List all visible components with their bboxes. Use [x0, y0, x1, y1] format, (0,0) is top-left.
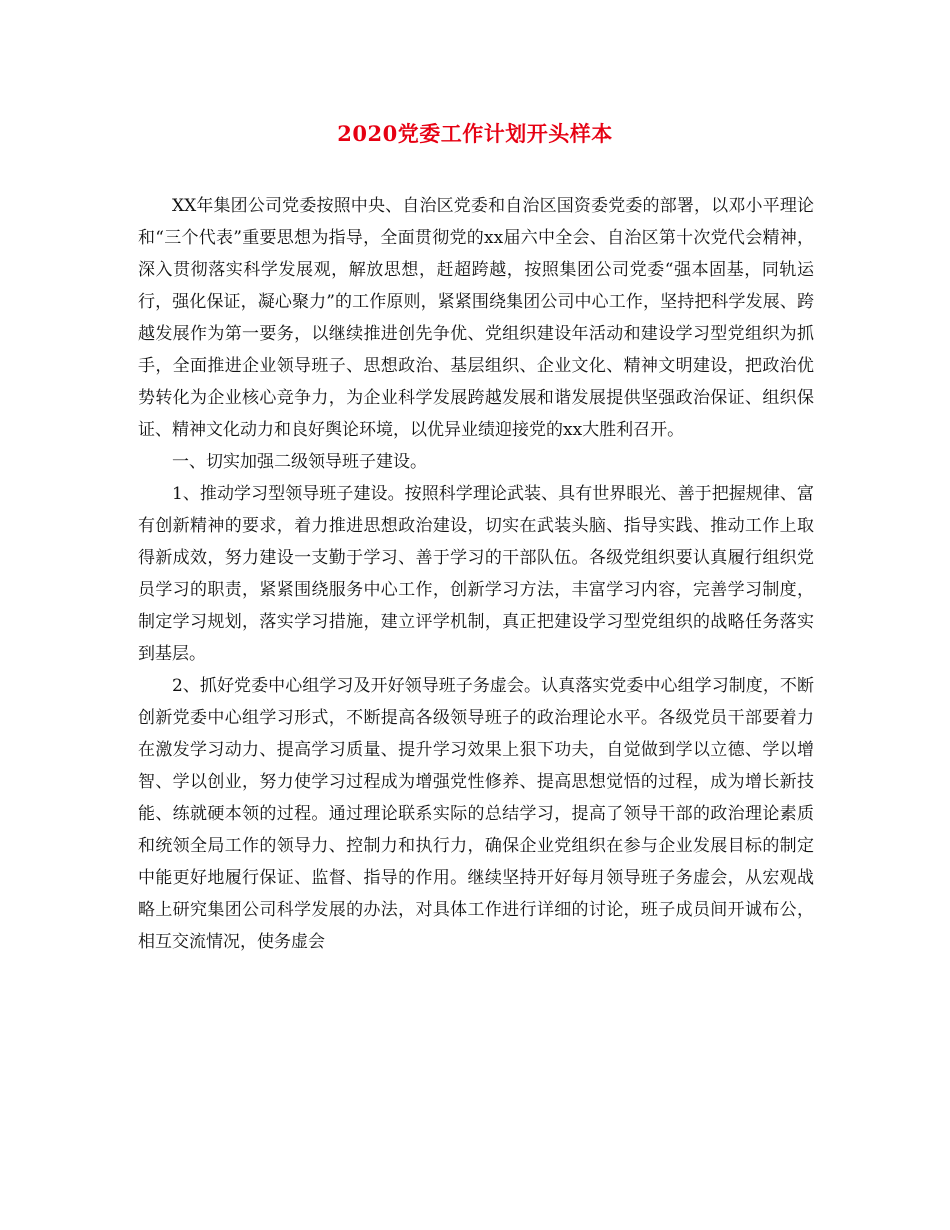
paragraph-intro: XX年集团公司党委按照中央、自治区党委和自治区国资委党委的部署，以邓小平理论和“三个代表”重要思想为指导，全面贯彻党的xx届六中全会、自治区第十次党代会精神，深入贯彻落实科学发展观，解放思想，赶超跨越，按照集团公司党委“强本固基，同轨运行，强化保证，凝心聚力”的工作原则，紧紧围绕集团公司中心工作，坚持把科学发展、跨越发展作为第一要务，以继续推进创先争优、党组织建设年活动和建设学习型党组织为抓手，全面推进企业领导班子、思想政治、基层组织、企业文化、精神文明建设，把政治优势转化为企业核心竞争力，为企业科学发展跨越发展和谐发展提供坚强政治保证、组织保证、精神文化动力和良好舆论环境，以优异业绩迎接党的xx大胜利召开。 — [138, 196, 814, 440]
document-body — [138, 190, 814, 958]
paragraph-item-1: 1、推动学习型领导班子建设。按照科学理论武装、具有世界眼光、善于把握规律、富有创新精神的要求，着力推进思想政治建设，切实在武装头脑、指导实践、推动工作上取得新成效，努力建设一支勤于学习、善于学习的干部队伍。各级党组织要认真履行组织党员学习的职责，紧紧围绕服务中心工作，创新学习方法，丰富学习内容，完善学习制度，制定学习规划，落实学习措施，建立评学机制，真正把建设学习型党组织的战略任务落实到基层。 — [138, 484, 814, 664]
paragraph-item-2: 2、抓好党委中心组学习及开好领导班子务虚会。认真落实党委中心组学习制度，不断创新党委中心组学习形式，不断提高各级领导班子的政治理论水平。各级党员干部要着力在激发学习动力、提高学习质量、提升学习效果上狠下功夫，自觉做到学以立德、学以增智、学以创业，努力使学习过程成为增强党性修养、提高思想觉悟的过程，成为增长新技能、练就硬本领的过程。通过理论联系实际的总结学习，提高了领导干部的政治理论素质和统领全局工作的领导力、控制力和执行力，确保企业党组织在参与企业发展目标的制定中能更好地履行保证、监督、指导的作用。继续坚持开好每月领导班子务虚会，从宏观战略上研究集团公司科学发展的办法，对具体工作进行详细的讨论，班子成员间开诚布公，相互交流情况，使务虚会 — [138, 676, 814, 952]
paragraph-section-heading: 一、切实加强二级领导班子建设。 — [172, 452, 427, 472]
document-title: 2020党委工作计划开头样本 — [337, 121, 613, 146]
